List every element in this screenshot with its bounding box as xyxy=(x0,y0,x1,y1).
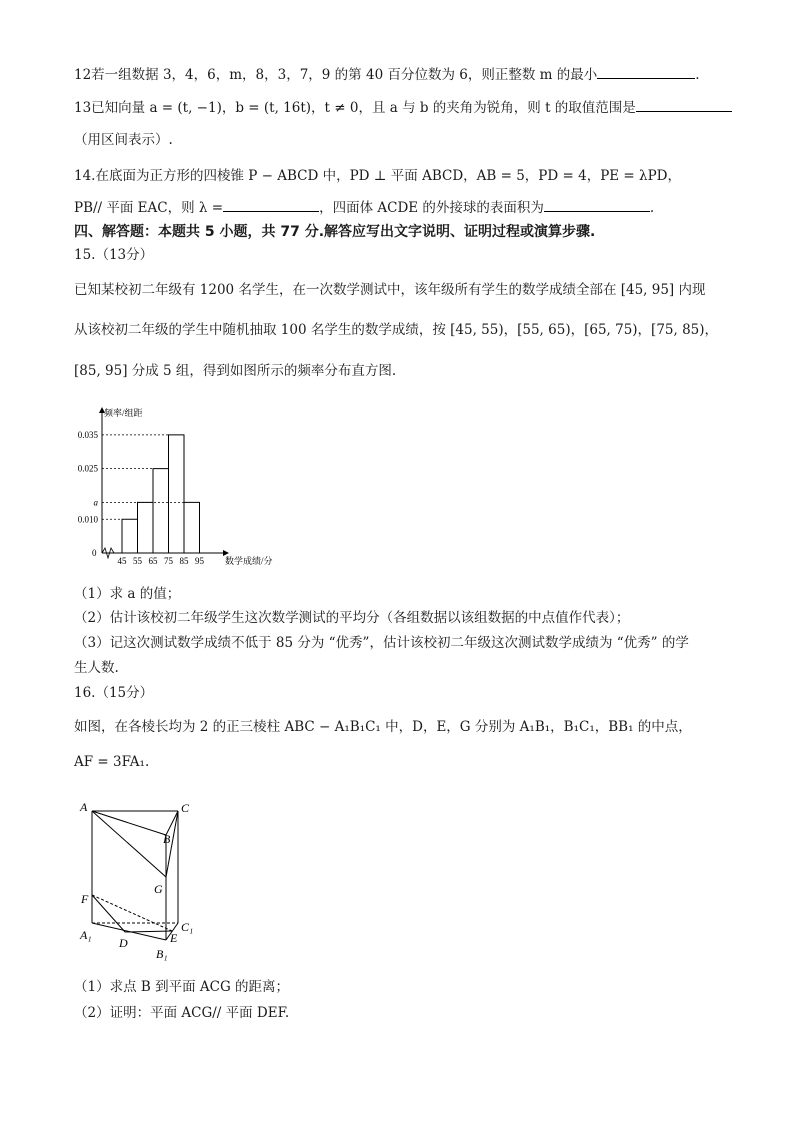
q14-line1: 14.在底面为正方形的四棱锥 P − ABCD 中，PD ⊥ 平面 ABCD，AB = 5，PD = 4，PE = λPD， xyxy=(74,168,681,184)
prism-figure xyxy=(70,795,210,970)
frequency-histogram xyxy=(60,398,310,576)
q16-paragraph-2: AF = 3FA₁. xyxy=(74,754,150,770)
x-tick-label-5: 85 xyxy=(179,556,189,566)
x-tick-label-1: 45 xyxy=(117,556,127,566)
x-tick-label-2: 55 xyxy=(133,556,142,566)
q14-line2c: . xyxy=(649,200,655,216)
question-14-line2 xyxy=(74,197,654,218)
q16-sub-1: （1）求点 B 到平面 ACG 的距离； xyxy=(74,979,290,995)
label-B1: B₁ xyxy=(156,947,168,961)
q15-paragraph-2: 从该校初二年级的学生中随机抽取 100 名学生的数学成绩，按 [45, 55)，[55, 65)，[65, 75)，[75, 85)， xyxy=(74,322,719,338)
q16-header: 16.（15分） xyxy=(74,685,154,701)
q13-text: 13已知向量 a = (t, −1)，b = (t, 16t)，t ≠ 0，且 a 与 b 的夹角为锐角，则 t 的取值范围是 xyxy=(74,100,636,116)
x-axis-label: 数学成绩/分 xyxy=(225,556,273,566)
y-tick-label-2: a xyxy=(93,497,98,508)
edge-AB xyxy=(92,811,166,835)
q15-paragraph-3: [85, 95] 分成 5 组，得到如图所示的频率分布直方图. xyxy=(74,363,397,379)
q15-sub-3b: 生人数. xyxy=(74,660,119,676)
q15-header: 15.（13分） xyxy=(74,247,154,263)
label-F: F xyxy=(81,892,89,906)
histogram-bar-4 xyxy=(169,435,185,553)
q15-sub-2: （2）估计该校初二年级学生这次数学测试的平均分（各组数据以该组数据的中点值作代表）； xyxy=(74,610,630,626)
q13-note: （用区间表示）. xyxy=(74,132,173,148)
q14-answer-blank-2[interactable] xyxy=(544,197,650,212)
y-tick-label-1: 0.010 xyxy=(77,514,98,525)
label-G: G xyxy=(154,882,163,896)
y-axis-label: 频率/组距 xyxy=(104,408,143,418)
y-tick-label-3: 0.025 xyxy=(77,463,98,474)
histogram-bar-3 xyxy=(153,469,169,553)
origin-label: 0 xyxy=(92,548,97,558)
edge-DE xyxy=(125,931,172,932)
q16-paragraph-1: 如图，在各棱长均为 2 的正三棱柱 ABC − A₁B₁C₁ 中，D，E，G 分别为 A₁B₁，B₁C₁，BB₁ 的中点， xyxy=(74,719,692,735)
question-12 xyxy=(74,64,700,85)
q15-sub-3a: （3）记这次测试数学成绩不低于 85 分为 “优秀”，估计该校初二年级这次测试数学成绩为 “优秀” 的学 xyxy=(74,635,689,651)
q12-text: 12若一组数据 3，4，6，m，8，3，7，9 的第 40 百分位数为 6，则正整数 m 的最小 xyxy=(74,67,598,83)
q15-sub-1: （1）求 a 的值； xyxy=(74,586,181,602)
q12-tail: . xyxy=(695,67,700,83)
x-tick-label-3: 65 xyxy=(148,556,158,566)
histogram-bar-2 xyxy=(138,502,154,553)
question-13 xyxy=(74,97,732,118)
q16-sub-2: （2）证明：平面 ACG// 平面 DEF. xyxy=(74,1005,290,1021)
label-D: D xyxy=(119,936,128,950)
q14-line2b: ，四面体 ACDE 的外接球的表面积为 xyxy=(319,200,544,216)
histogram-bar-1 xyxy=(122,519,138,553)
label-C: C xyxy=(181,801,190,815)
label-C1: C₁ xyxy=(181,920,194,934)
q14-line2a: PB// 平面 EAC，则 λ = xyxy=(74,200,224,216)
label-E: E xyxy=(170,931,178,945)
histogram-bar-5 xyxy=(184,502,200,553)
label-A1: A₁ xyxy=(80,928,92,942)
label-B: B xyxy=(163,832,171,846)
x-tick-label-4: 75 xyxy=(164,556,173,566)
y-tick-label-4: 0.035 xyxy=(77,429,98,440)
q15-paragraph-1: 已知某校初二年级有 1200 名学生，在一次数学测试中，该年级所有学生的数学成绩全部在 [45, 95] 内现 xyxy=(74,282,706,298)
section-heading: 四、解答题：本题共 5 小题，共 77 分.解答应写出文字说明、证明过程或演算步骤. xyxy=(74,224,596,240)
label-A: A xyxy=(80,800,88,814)
edge-AG xyxy=(92,811,166,877)
x-tick-label-6: 95 xyxy=(195,556,204,566)
q14-answer-blank-1[interactable] xyxy=(223,197,319,212)
q13-answer-blank[interactable] xyxy=(636,97,732,112)
q12-answer-blank[interactable] xyxy=(597,64,695,79)
